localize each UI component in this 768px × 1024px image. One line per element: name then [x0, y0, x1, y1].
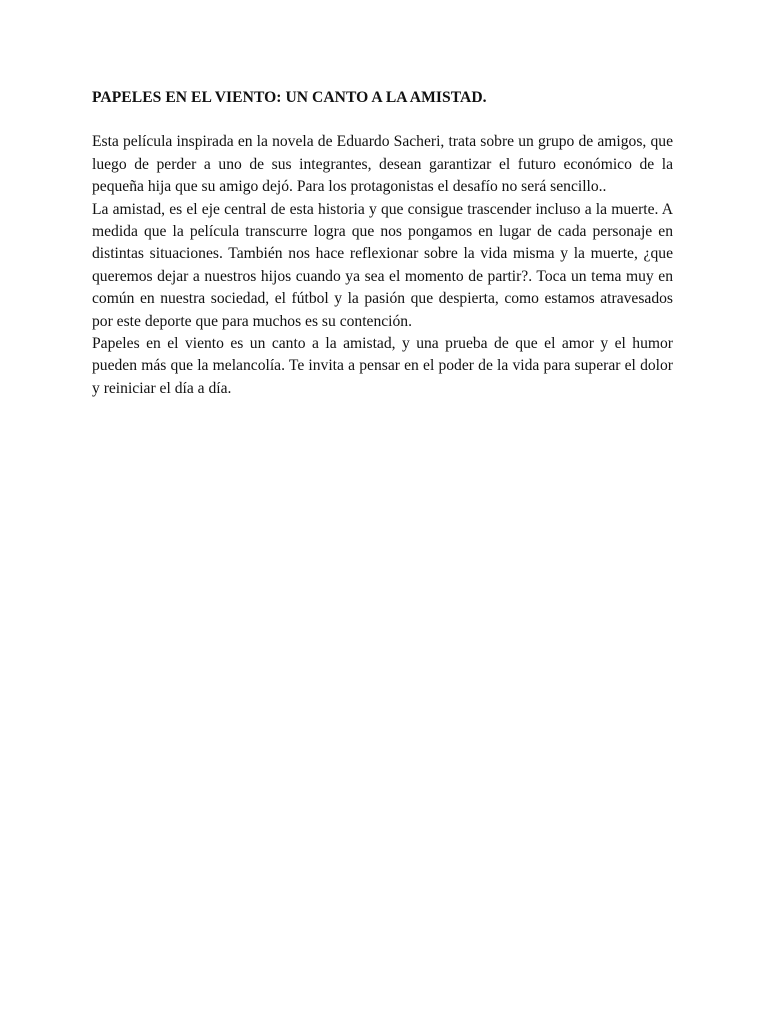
document-title: PAPELES EN EL VIENTO: UN CANTO A LA AMISTAD. — [92, 89, 487, 106]
document-body — [92, 87, 673, 400]
paragraph-conclusion: Papeles en el viento es un canto a la amistad, y una prueba de que el amor y el humor pueden más que la melancolía. Te invita a pensar en el poder de la vida para superar el dolor y reiniciar el día a día. — [92, 335, 673, 397]
paragraph-intro: Esta película inspirada en la novela de Eduardo Sacheri, trata sobre un grupo de amigos, que luego de perder a uno de sus integrantes, desean garantizar el futuro económico de la pequeña hija que su amigo dejó. Para los protagonistas el desafío no será sencillo.. — [92, 133, 673, 196]
paragraph-friendship: La amistad, es el eje central de esta historia y que consigue trascender incluso a la muerte. A medida que la película transcurre logra que nos pongamos en lugar de cada personaje en distintas situaciones. También nos hace reflexionar sobre la vida misma y la muerte, ¿que queremos dejar a nuestros hijos cuando ya sea el momento de partir?. Toca un tema muy en común en nuestra sociedad, el fútbol y la pasión que despierta, como estamos atravesados por este deporte que para muchos es su contención. — [92, 200, 673, 330]
